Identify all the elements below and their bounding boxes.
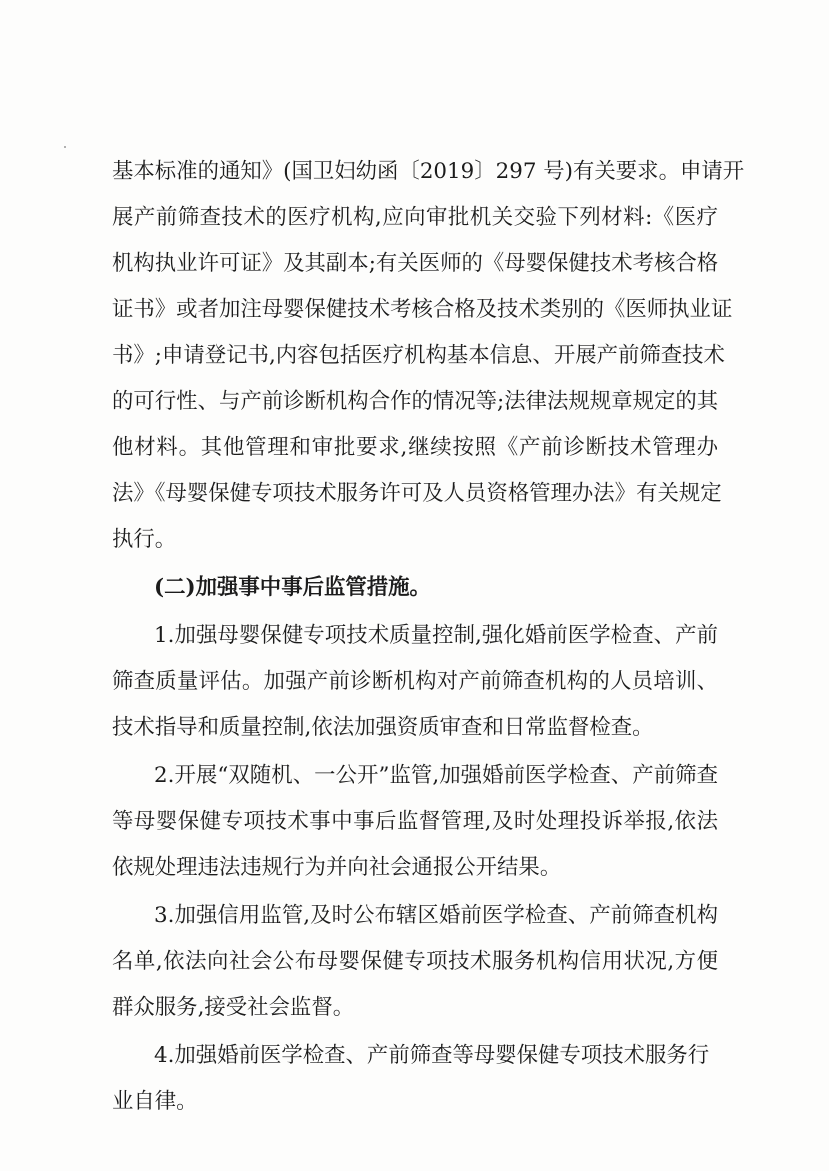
item-2-line: 2.开展“双随机、一公开”监管,加强婚前医学检查、产前筛查 <box>154 763 718 788</box>
item-4-line: 4.加强婚前医学检查、产前筛查等母婴保健专项技术服务行 <box>154 1043 710 1068</box>
body-line: 他材料。其他管理和审批要求,继续按照《产前诊断技术管理办 <box>112 435 718 460</box>
item-4-line: 业自律。 <box>112 1089 198 1114</box>
body-line: 书》;申请登记书,内容包括医疗机构基本信息、开展产前筛查技术 <box>112 343 725 368</box>
body-line: 法》《母婴保健专项技术服务许可及人员资格管理办法》有关规定 <box>112 481 722 506</box>
body-line: 基本标准的通知》(国卫妇幼函〔2019〕297 号)有关要求。申请开 <box>112 159 745 184</box>
item-2-line: 等母婴保健专项技术事中事后监督管理,及时处理投诉举报,依法 <box>112 809 718 834</box>
item-2-line: 依规处理违法违规行为并向社会通报公开结果。 <box>112 855 562 880</box>
item-3-line: 名单,依法向社会公布母婴保健专项技术服务机构信用状况,方便 <box>112 949 718 974</box>
scan-speck <box>64 146 66 148</box>
body-line: 执行。 <box>112 527 177 552</box>
body-line: 机构执业许可证》及其副本;有关医师的《母婴保健技术考核合格 <box>112 251 719 276</box>
section-heading: (二)加强事中事后监管措施。 <box>154 575 431 600</box>
body-line: 的可行性、与产前诊断机构合作的情况等;法律法规规章规定的其 <box>112 389 719 414</box>
body-line: 展产前筛查技术的医疗机构,应向审批机关交验下列材料:《医疗 <box>112 205 718 230</box>
item-1-line: 技术指导和质量控制,依法加强资质审查和日常监督检查。 <box>112 715 654 740</box>
item-1-line: 筛查质量评估。加强产前诊断机构对产前筛查机构的人员培训、 <box>112 669 718 694</box>
item-3-line: 群众服务,接受社会监督。 <box>112 995 355 1020</box>
item-3-line: 3.加强信用监管,及时公布辖区婚前医学检查、产前筛查机构 <box>154 903 718 928</box>
item-1-line: 1.加强母婴保健专项技术质量控制,强化婚前医学检查、产前 <box>154 623 718 648</box>
body-line: 证书》或者加注母婴保健技术考核合格及技术类别的《医师执业证 <box>112 297 733 322</box>
